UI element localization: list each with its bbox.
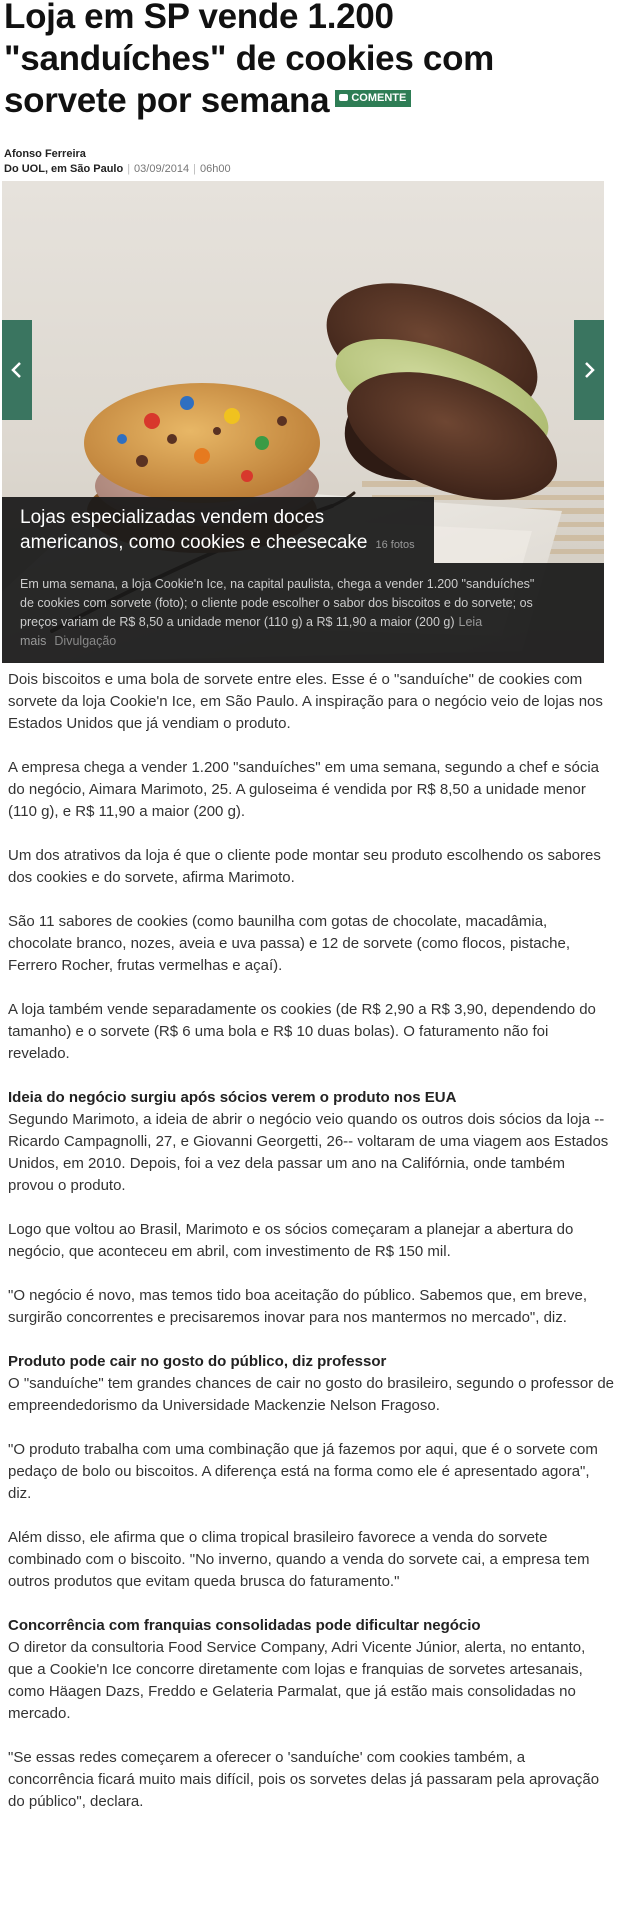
paragraph: Segundo Marimoto, a ideia de abrir o negócio veio quando os outros dois sócios da loja --Ricardo Campagnolli, 27, e Giovanni Georgetti, 26-- voltaram de uma viagem aos Estados Unidos, em 2010. Depois, foi a vez dela passar um ano na Califórnia, onde também provou o produto.	[8, 1111, 609, 1194]
comment-button-label: COMENTE	[351, 92, 407, 105]
article-body	[8, 669, 614, 1835]
paragraph: A empresa chega a vender 1.200 "sanduíches" em uma semana, segundo a chef e sócia do negócio, Aimara Marimoto, 25. A guloseima é vendida por R$ 8,50 a unidade menor (110 g), e R$ 11,90 a maior (200 g).	[8, 759, 600, 820]
headline	[4, 0, 614, 122]
headline-text: Loja em SP vende 1.200 "sanduíches" de cookies com sorvete por semana	[4, 0, 494, 120]
paragraph: Um dos atrativos da loja é que o cliente pode montar seu produto escolhendo os sabores dos cookies e do sorvete, afirma Marimoto.	[8, 847, 601, 886]
paragraph: A loja também vende separadamente os cookies (de R$ 2,90 a R$ 3,90, dependendo do tamanho) e o sorvete (R$ 6 uma bola e R$ 10 duas bolas). O faturamento não foi revelado.	[8, 1001, 596, 1062]
section-heading: Concorrência com franquias consolidadas pode dificultar negócio	[8, 1617, 481, 1634]
article-source: Do UOL, em São Paulo	[4, 163, 124, 175]
byline-separator: |	[127, 163, 131, 175]
byline-separator: |	[193, 163, 196, 175]
gallery-caption-text: Em uma semana, a loja Cookie'n Ice, na capital paulista, chega a vender 1.200 "sanduíches" de cookies com sorvete (foto); o cliente pode escolher o sabor dos biscoitos e do sorvete; os preços variam de R$ 8,50 a unidade menor (110 g) a R$ 11,90 a maior (200 g)	[20, 577, 535, 629]
chevron-right-icon	[582, 360, 596, 380]
comment-button[interactable]	[335, 90, 411, 107]
chevron-left-icon	[10, 360, 24, 380]
gallery-prev-button[interactable]	[2, 320, 32, 420]
gallery-caption-title-box	[2, 497, 434, 563]
paragraph: "Se essas redes começarem a oferecer o 'sanduíche' com cookies também, a concorrência ficará muito mais difícil, pois os sorvetes delas já passaram pela aprovação do público", declara.	[8, 1749, 600, 1810]
paragraph: "O negócio é novo, mas temos tido boa aceitação do público. Sabemos que, em breve, surgirão concorrentes e precisaremos inovar para nos mantermos no mercado", diz.	[8, 1287, 588, 1326]
gallery-photo-count: 16 fotos	[375, 539, 415, 551]
paragraph: O diretor da consultoria Food Service Company, Adri Vicente Júnior, alerta, no entanto, que a Cookie'n Ice concorre diretamente com lojas e franquias de sorvetes artesanais, como Häagen Dazs, Freddo e Gelateria Parmalat, que já estão mais consolidadas no mercado.	[8, 1639, 586, 1722]
comment-bubble-icon	[339, 94, 348, 101]
gallery-caption-title	[20, 505, 420, 558]
gallery-caption	[20, 575, 540, 651]
gallery-caption-body-box	[2, 563, 604, 663]
paragraph: O "sanduíche" tem grandes chances de cair no gosto do brasileiro, segundo o professor de empreendedorismo da Universidade Mackenzie Nelson Fragoso.	[8, 1375, 615, 1414]
gallery-next-button[interactable]	[574, 320, 604, 420]
paragraph: Além disso, ele afirma que o clima tropical brasileiro favorece a venda do sorvete combinado com o biscoito. "No inverno, quando a venda do sorvete cai, a empresa tem outros produtos que evitam queda brusca do faturamento."	[8, 1529, 590, 1590]
paragraph: Dois biscoitos e uma bola de sorvete entre eles. Esse é o "sanduíche" de cookies com sorvete da loja Cookie'n Ice, em São Paulo. A inspiração para o negócio veio de lojas nos Estados Unidos que já vendiam o produto.	[8, 671, 603, 732]
section-heading: Ideia do negócio surgiu após sócios verem o produto nos EUA	[8, 1089, 457, 1106]
paragraph: Logo que voltou ao Brasil, Marimoto e os sócios começaram a planejar a abertura do negócio, que aconteceu em abril, com investimento de R$ 150 mil.	[8, 1221, 574, 1260]
author-name: Afonso Ferreira	[4, 148, 86, 160]
byline	[4, 147, 231, 177]
publish-date: 03/09/2014	[134, 163, 190, 175]
paragraph: "O produto trabalha com uma combinação que já fazemos por aqui, que é o sorvete com pedaço de bolo ou biscoitos. A diferença está na forma como ele é apresentado agora", diz.	[8, 1441, 598, 1502]
section-heading: Produto pode cair no gosto do público, diz professor	[8, 1353, 387, 1370]
photo-gallery	[2, 181, 604, 663]
read-more-link[interactable]: Leia mais	[20, 615, 483, 648]
gallery-title-text: Lojas especializadas vendem doces americanos, como cookies e cheesecake	[20, 507, 368, 553]
paragraph: São 11 sabores de cookies (como baunilha com gotas de chocolate, macadâmia, chocolate branco, nozes, aveia e uva passa) e 12 de sorvete (como flocos, pistache, Ferrero Rocher, frutas vermelhas e açaí).	[8, 913, 570, 974]
photo-credit: Divulgação	[54, 634, 117, 648]
publish-time: 06h00	[199, 163, 231, 175]
